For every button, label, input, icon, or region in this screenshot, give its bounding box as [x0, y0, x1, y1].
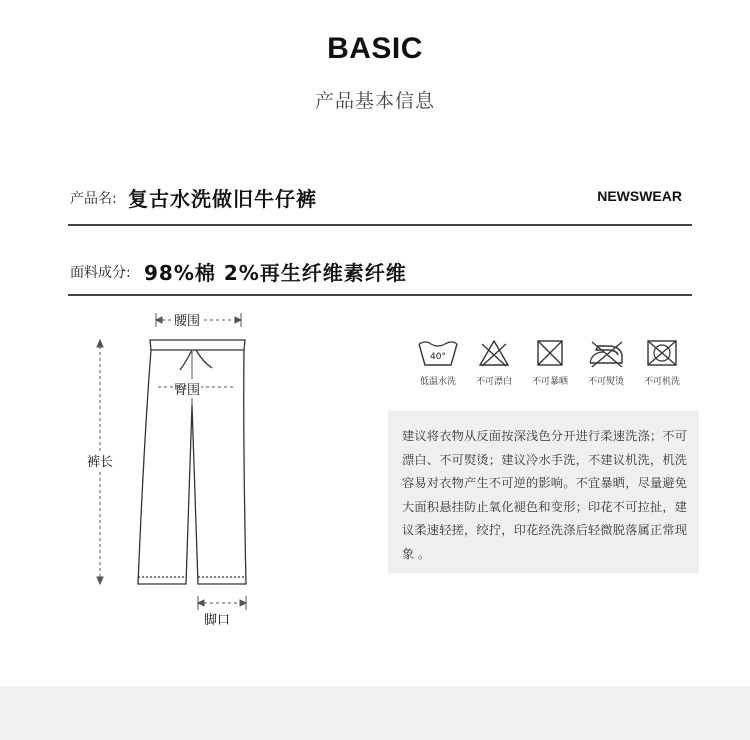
- no-tumble-dry-icon: [528, 338, 572, 368]
- fabric-row: [68, 252, 692, 296]
- page-title: BASIC: [327, 32, 423, 65]
- care-item: [578, 338, 634, 387]
- product-name-row: [68, 178, 692, 226]
- pants-outline-icon: [0, 300, 380, 640]
- care-label: 不可机洗: [643, 377, 680, 387]
- care-icons: [410, 338, 680, 398]
- waist-label: 腰围: [173, 310, 201, 329]
- care-instructions-text: 建议将衣物从反面按深浅色分开进行柔速洗涤；不可漂白、不可熨烫；建议冷水手洗，不建议机洗，机洗容易对衣物产生不可逆的影响。不宜暴晒，尽量避免大面积悬挂防止氧化褪色和变形；印花不可拉扯，建议柔速轻搓，绞拧，印花经洗涤后轻微脱落属正常现象 。: [402, 429, 687, 561]
- care-instructions-box: [388, 411, 699, 573]
- product-name-value: 复古水洗做旧牛仔裤: [128, 187, 317, 211]
- page-subtitle: 产品基本信息: [314, 90, 435, 112]
- pants-measurement-diagram: [0, 300, 380, 640]
- care-item: [466, 338, 522, 387]
- care-item: [634, 338, 690, 387]
- hem-label: 脚口: [203, 609, 231, 628]
- fabric-label: 面料成分:: [70, 265, 131, 281]
- footer-band: [0, 686, 750, 740]
- length-label: 裤长: [86, 451, 114, 470]
- product-name-label: 产品名:: [70, 191, 117, 207]
- care-label: 不可暴晒: [531, 377, 568, 387]
- care-item: [410, 338, 466, 387]
- brand-name: NEWSWEAR: [597, 188, 682, 204]
- fabric-value: 98%棉 2%再生纤维素纤维: [144, 261, 407, 285]
- care-label: 不可漂白: [475, 377, 512, 387]
- no-iron-icon: [584, 338, 628, 368]
- wash-temp-text: 40°: [430, 352, 446, 362]
- care-label: 不可熨烫: [587, 377, 624, 387]
- wash-40-icon: [416, 338, 460, 368]
- care-label: 低温水洗: [419, 377, 456, 387]
- hip-label: 臀围: [173, 379, 201, 398]
- no-machine-wash-icon: [640, 338, 684, 368]
- no-bleach-icon: [472, 338, 516, 368]
- care-item: [522, 338, 578, 387]
